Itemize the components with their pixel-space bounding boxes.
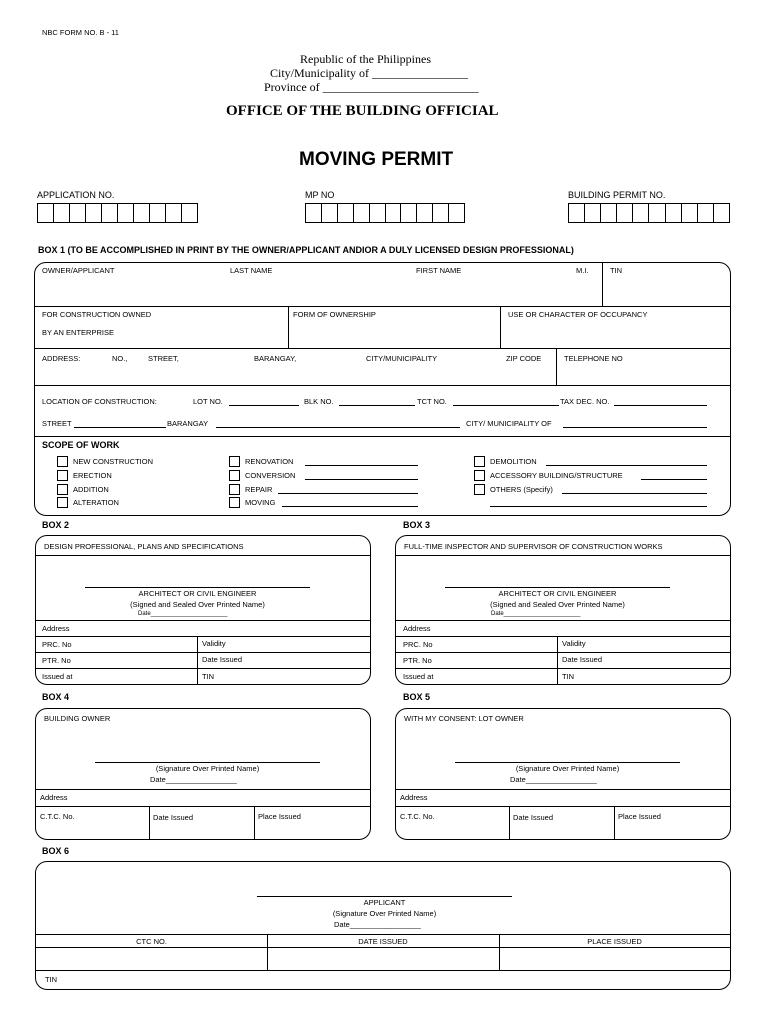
box3-sign-role: ARCHITECT OR CIVIL ENGINEER — [498, 589, 617, 598]
use-or-character-label: USE OR CHARACTER OF OCCUPANCY — [508, 310, 648, 319]
address-label: ADDRESS: — [42, 354, 81, 363]
box3-issued-at-label: Issued at — [403, 672, 434, 681]
box4-title: BUILDING OWNER — [44, 714, 111, 723]
box4-signature-line[interactable] — [95, 762, 320, 763]
box5-date: Date_________________ — [510, 775, 597, 784]
others-label: OTHERS (Specify) — [490, 485, 553, 494]
new-construction-label: NEW CONSTRUCTION — [73, 457, 153, 466]
box6-date-issued-label: DATE ISSUED — [358, 937, 408, 946]
box4-place-issued-label: Place Issued — [258, 812, 301, 821]
conversion-label: CONVERSION — [245, 471, 296, 480]
box6-sign-note: (Signature Over Printed Name) — [332, 909, 437, 918]
by-enterprise-label: BY AN ENTERPRISE — [42, 328, 114, 337]
blk-no-label: BLK NO. — [304, 397, 334, 406]
form-of-ownership-label: FORM OF OWNERSHIP — [293, 310, 376, 319]
box4-label: BOX 4 — [42, 692, 70, 702]
application-no-grid[interactable] — [37, 203, 198, 223]
box3-label: BOX 3 — [403, 520, 431, 530]
box6-date: Date_________________ — [334, 920, 421, 929]
mp-no-grid[interactable] — [305, 203, 465, 223]
alteration-checkbox[interactable] — [57, 497, 68, 508]
others-checkbox[interactable] — [474, 484, 485, 495]
box2-title: DESIGN PROFESSIONAL, PLANS AND SPECIFICATIONS — [44, 542, 244, 551]
box6-label: BOX 6 — [42, 846, 70, 856]
box6-signature-line[interactable] — [257, 896, 512, 897]
box4-date: Date_________________ — [150, 775, 237, 784]
for-construction-owned-label: FOR CONSTRUCTION OWNED — [42, 310, 152, 319]
alteration-label: ALTERATION — [73, 498, 119, 507]
renovation-label: RENOVATION — [245, 457, 294, 466]
office-title: OFFICE OF THE BUILDING OFFICIAL — [226, 103, 499, 119]
accessory-building-label: ACCESSORY BUILDING/STRUCTURE — [490, 471, 623, 480]
street-label: STREET, — [148, 354, 179, 363]
accessory-building-checkbox[interactable] — [474, 470, 485, 481]
new-construction-checkbox[interactable] — [57, 456, 68, 467]
mp-no-label: MP NO — [305, 190, 335, 200]
box2-sign-note: (Signed and Sealed Over Printed Name) — [130, 600, 265, 609]
box2-issued-at-label: Issued at — [42, 672, 73, 681]
lot-no-label: LOT NO. — [193, 397, 223, 406]
application-no-label: APPLICATION NO. — [37, 190, 115, 200]
box5-title: WITH MY CONSENT: LOT OWNER — [404, 714, 524, 723]
erection-checkbox[interactable] — [57, 470, 68, 481]
box4-frame — [35, 708, 371, 840]
box2-date: Date_______________________ — [138, 611, 228, 617]
box1-frame — [34, 262, 731, 516]
box2-tin-label: TIN — [202, 672, 215, 681]
box2-label: BOX 2 — [42, 520, 70, 530]
box2-signature-line[interactable] — [85, 587, 310, 588]
repair-checkbox[interactable] — [229, 484, 240, 495]
street2-label: STREET — [42, 419, 72, 428]
box5-ctc-no-label: C.T.C. No. — [400, 812, 435, 821]
repair-label: REPAIR — [245, 485, 273, 494]
moving-checkbox[interactable] — [229, 497, 240, 508]
box6-applicant-label: APPLICANT — [363, 898, 406, 907]
no-label: NO., — [112, 354, 128, 363]
box3-tin-label: TIN — [562, 672, 575, 681]
barangay2-label: BARANGAY — [167, 419, 209, 428]
box5-date-issued-label: Date Issued — [513, 813, 554, 822]
box2-address-label: Address — [42, 624, 70, 633]
box6-ctc-no-label: CTC NO. — [136, 937, 167, 946]
zip-code-label: ZIP CODE — [506, 354, 542, 363]
city-municipality-of-label: CITY/ MUNICIPALITY OF — [466, 419, 552, 428]
box6-place-issued-label: PLACE ISSUED — [587, 937, 642, 946]
box4-sign-note: (Signature Over Printed Name) — [155, 764, 260, 773]
box5-place-issued-label: Place Issued — [618, 812, 661, 821]
box2-ptr-no-label: PTR. No — [42, 656, 71, 665]
tct-no-label: TCT NO. — [417, 397, 447, 406]
demolition-checkbox[interactable] — [474, 456, 485, 467]
box3-sign-note: (Signed and Sealed Over Printed Name) — [490, 600, 625, 609]
city-municipality-label: CITY/MUNICIPALITY — [366, 354, 438, 363]
tin-label: TIN — [610, 266, 623, 275]
form-number: NBC FORM NO. B - 11 — [42, 28, 119, 37]
conversion-checkbox[interactable] — [229, 470, 240, 481]
addition-label: ADDITION — [73, 485, 109, 494]
box2-date-issued-label: Date Issued — [202, 655, 243, 664]
box3-signature-line[interactable] — [445, 587, 670, 588]
demolition-label: DEMOLITION — [490, 457, 537, 466]
first-name-label: FIRST NAME — [416, 266, 462, 275]
building-permit-no-label: BUILDING PERMIT NO. — [568, 190, 666, 200]
addition-checkbox[interactable] — [57, 484, 68, 495]
tax-dec-no-label: TAX DEC. NO. — [560, 397, 610, 406]
building-permit-no-grid[interactable] — [568, 203, 730, 223]
renovation-checkbox[interactable] — [229, 456, 240, 467]
box2-sign-role: ARCHITECT OR CIVIL ENGINEER — [138, 589, 257, 598]
box2-validity-label: Validity — [202, 639, 226, 648]
box5-signature-line[interactable] — [455, 762, 680, 763]
box5-frame — [395, 708, 731, 840]
box4-date-issued-label: Date Issued — [153, 813, 194, 822]
owner-applicant-label: OWNER/APPLICANT — [42, 266, 115, 275]
box2-prc-no-label: PRC. No — [42, 640, 72, 649]
box3-title: FULL-TIME INSPECTOR AND SUPERVISOR OF CONSTRUCTION WORKS — [404, 542, 663, 551]
box3-validity-label: Validity — [562, 639, 586, 648]
box3-ptr-no-label: PTR. No — [403, 656, 432, 665]
box1-heading: BOX 1 (TO BE ACCOMPLISHED IN PRINT BY THE OWNER/APPLICANT ANDIOR A DULY LICENSED DESIGN PROFESSIONAL) — [38, 245, 574, 255]
barangay-label: BARANGAY, — [254, 354, 297, 363]
box3-date-issued-label: Date Issued — [562, 655, 603, 664]
box3-prc-no-label: PRC. No — [403, 640, 433, 649]
last-name-label: LAST NAME — [230, 266, 273, 275]
box5-label: BOX 5 — [403, 692, 431, 702]
page-title: MOVING PERMIT — [299, 149, 454, 170]
moving-label: MOVING — [245, 498, 276, 507]
erection-label: ERECTION — [73, 471, 112, 480]
box4-address-label: Address — [40, 793, 68, 802]
province-line: Province of __________________________ — [264, 80, 479, 94]
republic-line: Republic of the Philippines — [300, 52, 431, 66]
box3-date: Date_______________________ — [491, 611, 581, 617]
location-of-construction-label: LOCATION OF CONSTRUCTION: — [42, 397, 157, 406]
scope-of-work-label: SCOPE OF WORK — [42, 440, 120, 450]
mi-label: M.I. — [576, 266, 589, 275]
box6-tin-label: TIN — [45, 975, 58, 984]
city-line: City/Municipality of ________________ — [270, 66, 468, 80]
box5-sign-note: (Signature Over Printed Name) — [515, 764, 620, 773]
box3-address-label: Address — [403, 624, 431, 633]
telephone-no-label: TELEPHONE NO — [564, 354, 623, 363]
box4-ctc-no-label: C.T.C. No. — [40, 812, 75, 821]
box5-address-label: Address — [400, 793, 428, 802]
